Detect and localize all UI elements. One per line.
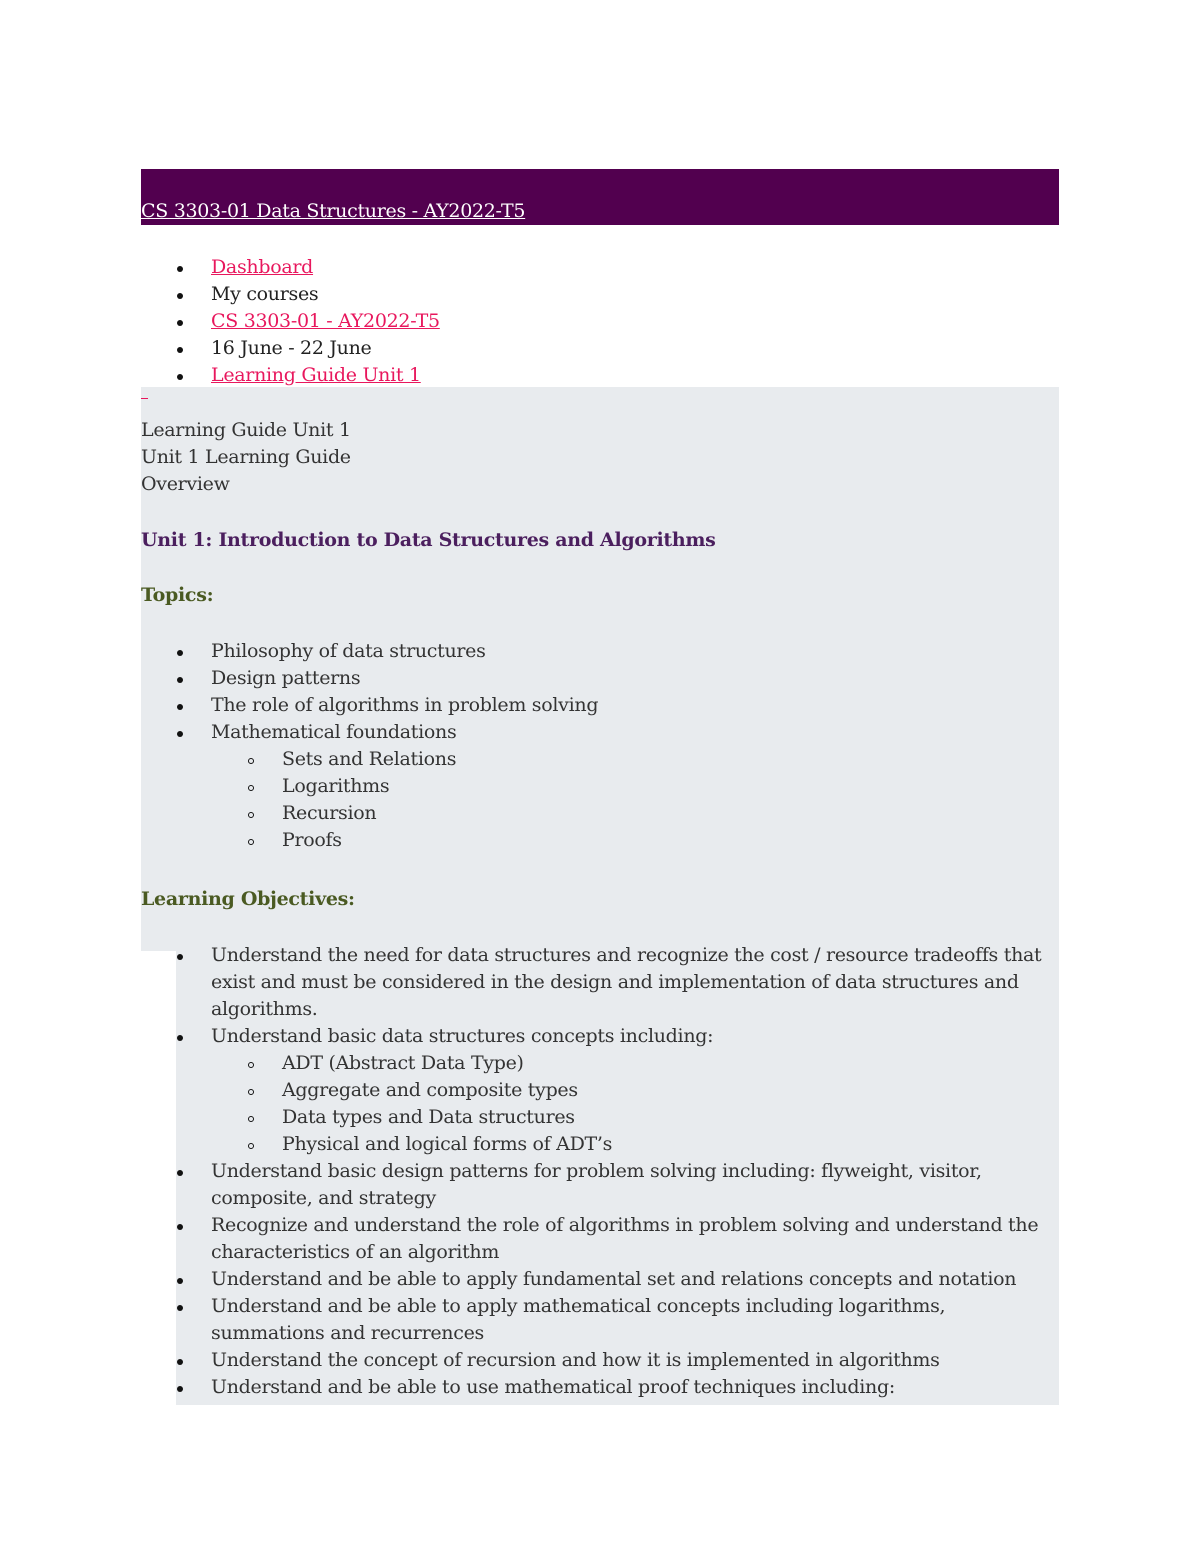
objective-line — [141, 1212, 1059, 1239]
bullet-dot-icon — [177, 704, 183, 710]
subtopic-item — [141, 773, 1059, 800]
breadcrumb-label: 16 June - 22 June — [211, 337, 372, 359]
anchor-mark — [141, 398, 148, 399]
objective-text: Aggregate and composite types — [282, 1079, 578, 1101]
bullet-dot-icon — [177, 1386, 183, 1392]
bullet-circle-icon — [248, 758, 254, 764]
subtopic-item — [141, 800, 1059, 827]
bullet-circle-icon — [248, 839, 254, 845]
objective-line — [141, 969, 1059, 996]
breadcrumb-item — [141, 281, 440, 308]
bullet-dot-icon — [177, 650, 183, 656]
bullet-circle-icon — [248, 1116, 254, 1122]
topic-label: Philosophy of data structures — [211, 640, 486, 662]
bullet-circle-icon — [248, 785, 254, 791]
objective-line — [141, 1104, 1059, 1131]
course-title-link[interactable]: CS 3303-01 Data Structures - AY2022-T5 — [141, 200, 526, 222]
breadcrumb-item — [141, 335, 440, 362]
subtopic-label: Sets and Relations — [282, 748, 457, 770]
objective-text: Understand the concept of recursion and how it is implemented in algorithms — [211, 1349, 940, 1371]
objective-line — [141, 1185, 1059, 1212]
bullet-dot-icon — [177, 954, 183, 960]
bullet-dot-icon — [177, 1224, 183, 1230]
objective-line — [141, 996, 1059, 1023]
bullet-dot-icon — [177, 1359, 183, 1365]
bullet-dot-icon — [177, 1305, 183, 1311]
bullet-dot-icon — [177, 731, 183, 737]
topic-label: Mathematical foundations — [211, 721, 457, 743]
breadcrumb-item[interactable] — [141, 254, 440, 281]
objective-text: characteristics of an algorithm — [211, 1241, 500, 1263]
objective-line — [141, 942, 1059, 969]
topics-list — [141, 638, 1059, 854]
bullet-dot-icon — [177, 677, 183, 683]
unit-heading: Unit 1: Introduction to Data Structures and Algorithms — [141, 529, 716, 551]
breadcrumb-link[interactable]: CS 3303-01 - AY2022-T5 — [211, 310, 440, 332]
subtopic-label: Logarithms — [282, 775, 390, 797]
bullet-dot-icon — [177, 1170, 183, 1176]
objective-text: ADT (Abstract Data Type) — [282, 1052, 524, 1074]
objectives-heading: Learning Objectives: — [141, 888, 355, 910]
objective-text: Recognize and understand the role of algorithms in problem solving and understand the — [211, 1214, 1039, 1236]
bullet-dot-icon — [177, 1278, 183, 1284]
subtopic-label: Recursion — [282, 802, 377, 824]
breadcrumb-item[interactable] — [141, 308, 440, 335]
bullet-dot-icon — [177, 1035, 183, 1041]
objective-line — [141, 1266, 1059, 1293]
bullet-dot-icon — [177, 374, 183, 380]
subtopic-item — [141, 746, 1059, 773]
bullet-dot-icon — [177, 266, 183, 272]
topic-label: The role of algorithms in problem solving — [211, 694, 599, 716]
objective-line — [141, 1293, 1059, 1320]
objective-text: Physical and logical forms of ADT’s — [282, 1133, 613, 1155]
objective-line — [141, 1131, 1059, 1158]
objective-line — [141, 1320, 1059, 1347]
topics-heading: Topics: — [141, 584, 214, 606]
breadcrumb-label: My courses — [211, 283, 319, 305]
objective-text: Data types and Data structures — [282, 1106, 575, 1128]
objective-text: Understand the need for data structures and recognize the cost / resource tradeoffs that — [211, 944, 1042, 966]
objective-text: exist and must be considered in the design and implementation of data structures and — [211, 971, 1019, 993]
breadcrumb-link[interactable]: Dashboard — [211, 256, 314, 278]
bullet-dot-icon — [177, 320, 183, 326]
objective-text: composite, and strategy — [211, 1187, 436, 1209]
objective-text: Understand basic data structures concepts including: — [211, 1025, 714, 1047]
objectives-list — [141, 942, 1059, 1401]
objective-text: Understand and be able to apply fundamental set and relations concepts and notation — [211, 1268, 1017, 1290]
bullet-circle-icon — [248, 1062, 254, 1068]
objective-text: summations and recurrences — [211, 1322, 484, 1344]
breadcrumb — [141, 254, 440, 389]
topic-item — [141, 638, 1059, 665]
subtopic-label: Proofs — [282, 829, 342, 851]
page-subtitle: Unit 1 Learning Guide — [141, 446, 351, 468]
objective-line — [141, 1158, 1059, 1185]
breadcrumb-link[interactable]: Learning Guide Unit 1 — [211, 364, 421, 386]
topic-item — [141, 692, 1059, 719]
objective-line — [141, 1077, 1059, 1104]
objective-text: Understand basic design patterns for problem solving including: flyweight, visitor, — [211, 1160, 982, 1182]
bullet-dot-icon — [177, 347, 183, 353]
objective-text: Understand and be able to use mathematical proof techniques including: — [211, 1376, 895, 1398]
breadcrumb-item[interactable] — [141, 362, 440, 389]
topic-label: Design patterns — [211, 667, 361, 689]
objective-line — [141, 1023, 1059, 1050]
topic-item — [141, 719, 1059, 746]
subtopic-item — [141, 827, 1059, 854]
bullet-circle-icon — [248, 1089, 254, 1095]
objective-line — [141, 1050, 1059, 1077]
bullet-circle-icon — [248, 1143, 254, 1149]
topic-item — [141, 665, 1059, 692]
bullet-dot-icon — [177, 293, 183, 299]
overview-label: Overview — [141, 473, 230, 495]
bullet-circle-icon — [248, 812, 254, 818]
objective-line — [141, 1239, 1059, 1266]
objective-line — [141, 1374, 1059, 1401]
page-title: Learning Guide Unit 1 — [141, 419, 351, 441]
objective-line — [141, 1347, 1059, 1374]
objective-text: algorithms. — [211, 998, 318, 1020]
objective-text: Understand and be able to apply mathematical concepts including logarithms, — [211, 1295, 946, 1317]
